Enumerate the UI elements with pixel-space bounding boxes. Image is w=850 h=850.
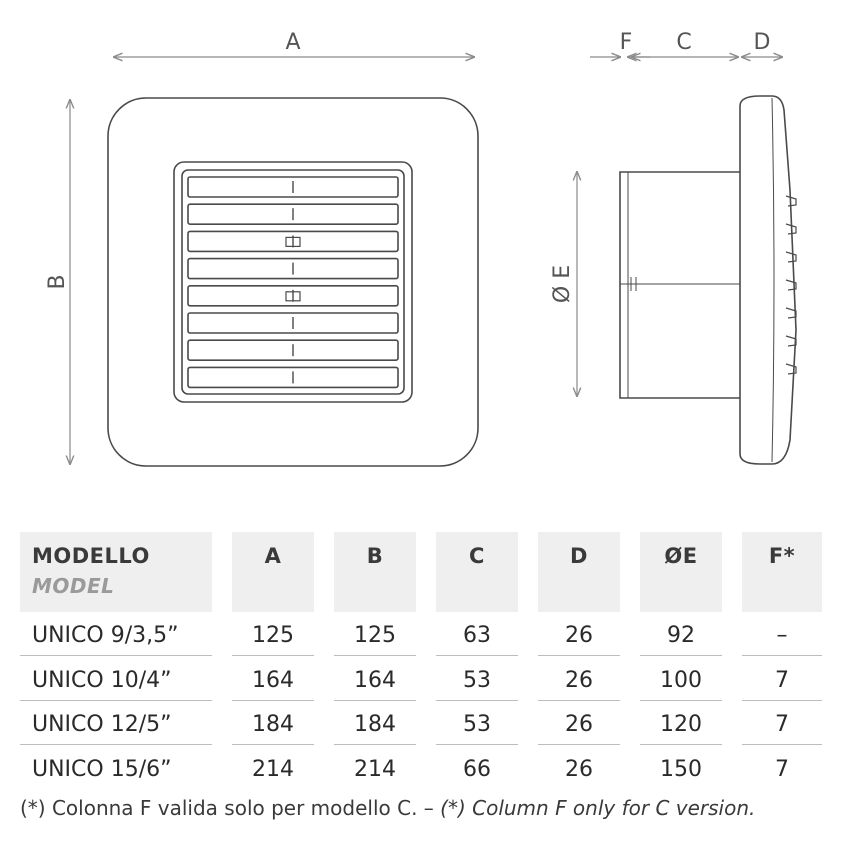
- cell-c: 63: [463, 623, 491, 648]
- footnote: [20, 796, 840, 820]
- dimension-d: [742, 30, 782, 57]
- header-e-label: ØE: [664, 544, 698, 568]
- row-divider: [742, 655, 822, 656]
- table-row: [20, 705, 822, 745]
- cell-a: 125: [252, 623, 294, 648]
- row-divider: [232, 744, 314, 745]
- dimension-c-label: C: [676, 30, 692, 55]
- row-divider: [20, 655, 212, 656]
- row-divider: [20, 744, 212, 745]
- row-divider: [538, 700, 620, 701]
- table-row: [20, 616, 822, 656]
- row-divider: [640, 744, 722, 745]
- table-row: [20, 750, 822, 790]
- header-e: [640, 532, 722, 612]
- cell-d: 26: [565, 667, 593, 693]
- row-divider: [640, 655, 722, 656]
- row-divider: [334, 700, 416, 701]
- cell-model: UNICO 12/5”: [32, 712, 172, 737]
- cell-a: 164: [252, 667, 294, 693]
- row-divider: [538, 744, 620, 745]
- header-b: [334, 532, 416, 612]
- cell-b: 125: [354, 623, 396, 648]
- cell-b: 164: [354, 667, 396, 693]
- header-a-label: A: [264, 544, 282, 568]
- cell-e: 150: [660, 756, 702, 782]
- header-model-it: MODELLO: [32, 544, 150, 568]
- cell-e: 100: [660, 667, 702, 693]
- dimension-a: [114, 30, 474, 57]
- dimension-d-label: D: [753, 30, 771, 55]
- cell-model: UNICO 15/6”: [32, 756, 172, 782]
- dimension-f-label: F: [619, 30, 633, 55]
- footnote-en: (*) Column F only for C version.: [440, 796, 756, 820]
- row-divider: [334, 744, 416, 745]
- front-plate: [108, 98, 478, 466]
- header-d-label: D: [570, 544, 588, 568]
- duct-spigot: [620, 172, 740, 398]
- header-f-label: F*: [768, 544, 796, 568]
- cell-model: UNICO 10/4”: [32, 667, 172, 693]
- cell-c: 53: [463, 712, 491, 737]
- cell-model: UNICO 9/3,5”: [32, 623, 179, 648]
- side-view: [620, 96, 796, 464]
- front-view: [108, 98, 478, 466]
- cell-d: 26: [565, 623, 593, 648]
- dimension-e: [550, 172, 577, 396]
- row-divider: [232, 700, 314, 701]
- row-divider: [640, 700, 722, 701]
- dimension-b-label: B: [45, 274, 70, 290]
- cell-a: 184: [252, 712, 294, 737]
- dimension-c: [632, 30, 738, 57]
- dimension-f: [590, 30, 650, 57]
- cell-b: 184: [354, 712, 396, 737]
- row-divider: [232, 655, 314, 656]
- cell-d: 26: [565, 756, 593, 782]
- table-row: [20, 661, 822, 701]
- footnote-it: (*) Colonna F valida solo per modello C. –: [20, 796, 441, 820]
- row-divider: [742, 700, 822, 701]
- cell-e: 120: [660, 712, 702, 737]
- row-divider: [436, 700, 518, 701]
- spec-table: [20, 532, 822, 790]
- row-divider: [334, 655, 416, 656]
- header-c-label: C: [469, 544, 485, 568]
- header-model-en: MODEL: [32, 574, 115, 598]
- row-divider: [436, 655, 518, 656]
- grille-frame-outer: [174, 162, 412, 402]
- row-divider: [436, 744, 518, 745]
- cell-e: 92: [667, 623, 695, 648]
- cell-c: 66: [463, 756, 491, 782]
- cell-d: 26: [565, 712, 593, 737]
- grille-tooth: [786, 252, 796, 262]
- cell-c: 53: [463, 667, 491, 693]
- header-c: [436, 532, 518, 612]
- header-b-label: B: [366, 544, 384, 568]
- header-f: [742, 532, 822, 612]
- cell-f: 7: [775, 667, 789, 693]
- row-divider: [742, 744, 822, 745]
- header-model: [20, 532, 212, 612]
- row-divider: [20, 700, 212, 701]
- cell-a: 214: [252, 756, 294, 782]
- dimension-b: [45, 100, 70, 464]
- dimension-e-label: Ø E: [550, 264, 575, 304]
- cell-f: –: [776, 623, 788, 648]
- cell-b: 214: [354, 756, 396, 782]
- header-d: [538, 532, 620, 612]
- louvres: [188, 177, 398, 387]
- cell-f: 7: [775, 712, 789, 737]
- cell-f: 7: [775, 756, 789, 782]
- row-divider: [538, 655, 620, 656]
- dimension-a-label: A: [285, 30, 301, 55]
- header-a: [232, 532, 314, 612]
